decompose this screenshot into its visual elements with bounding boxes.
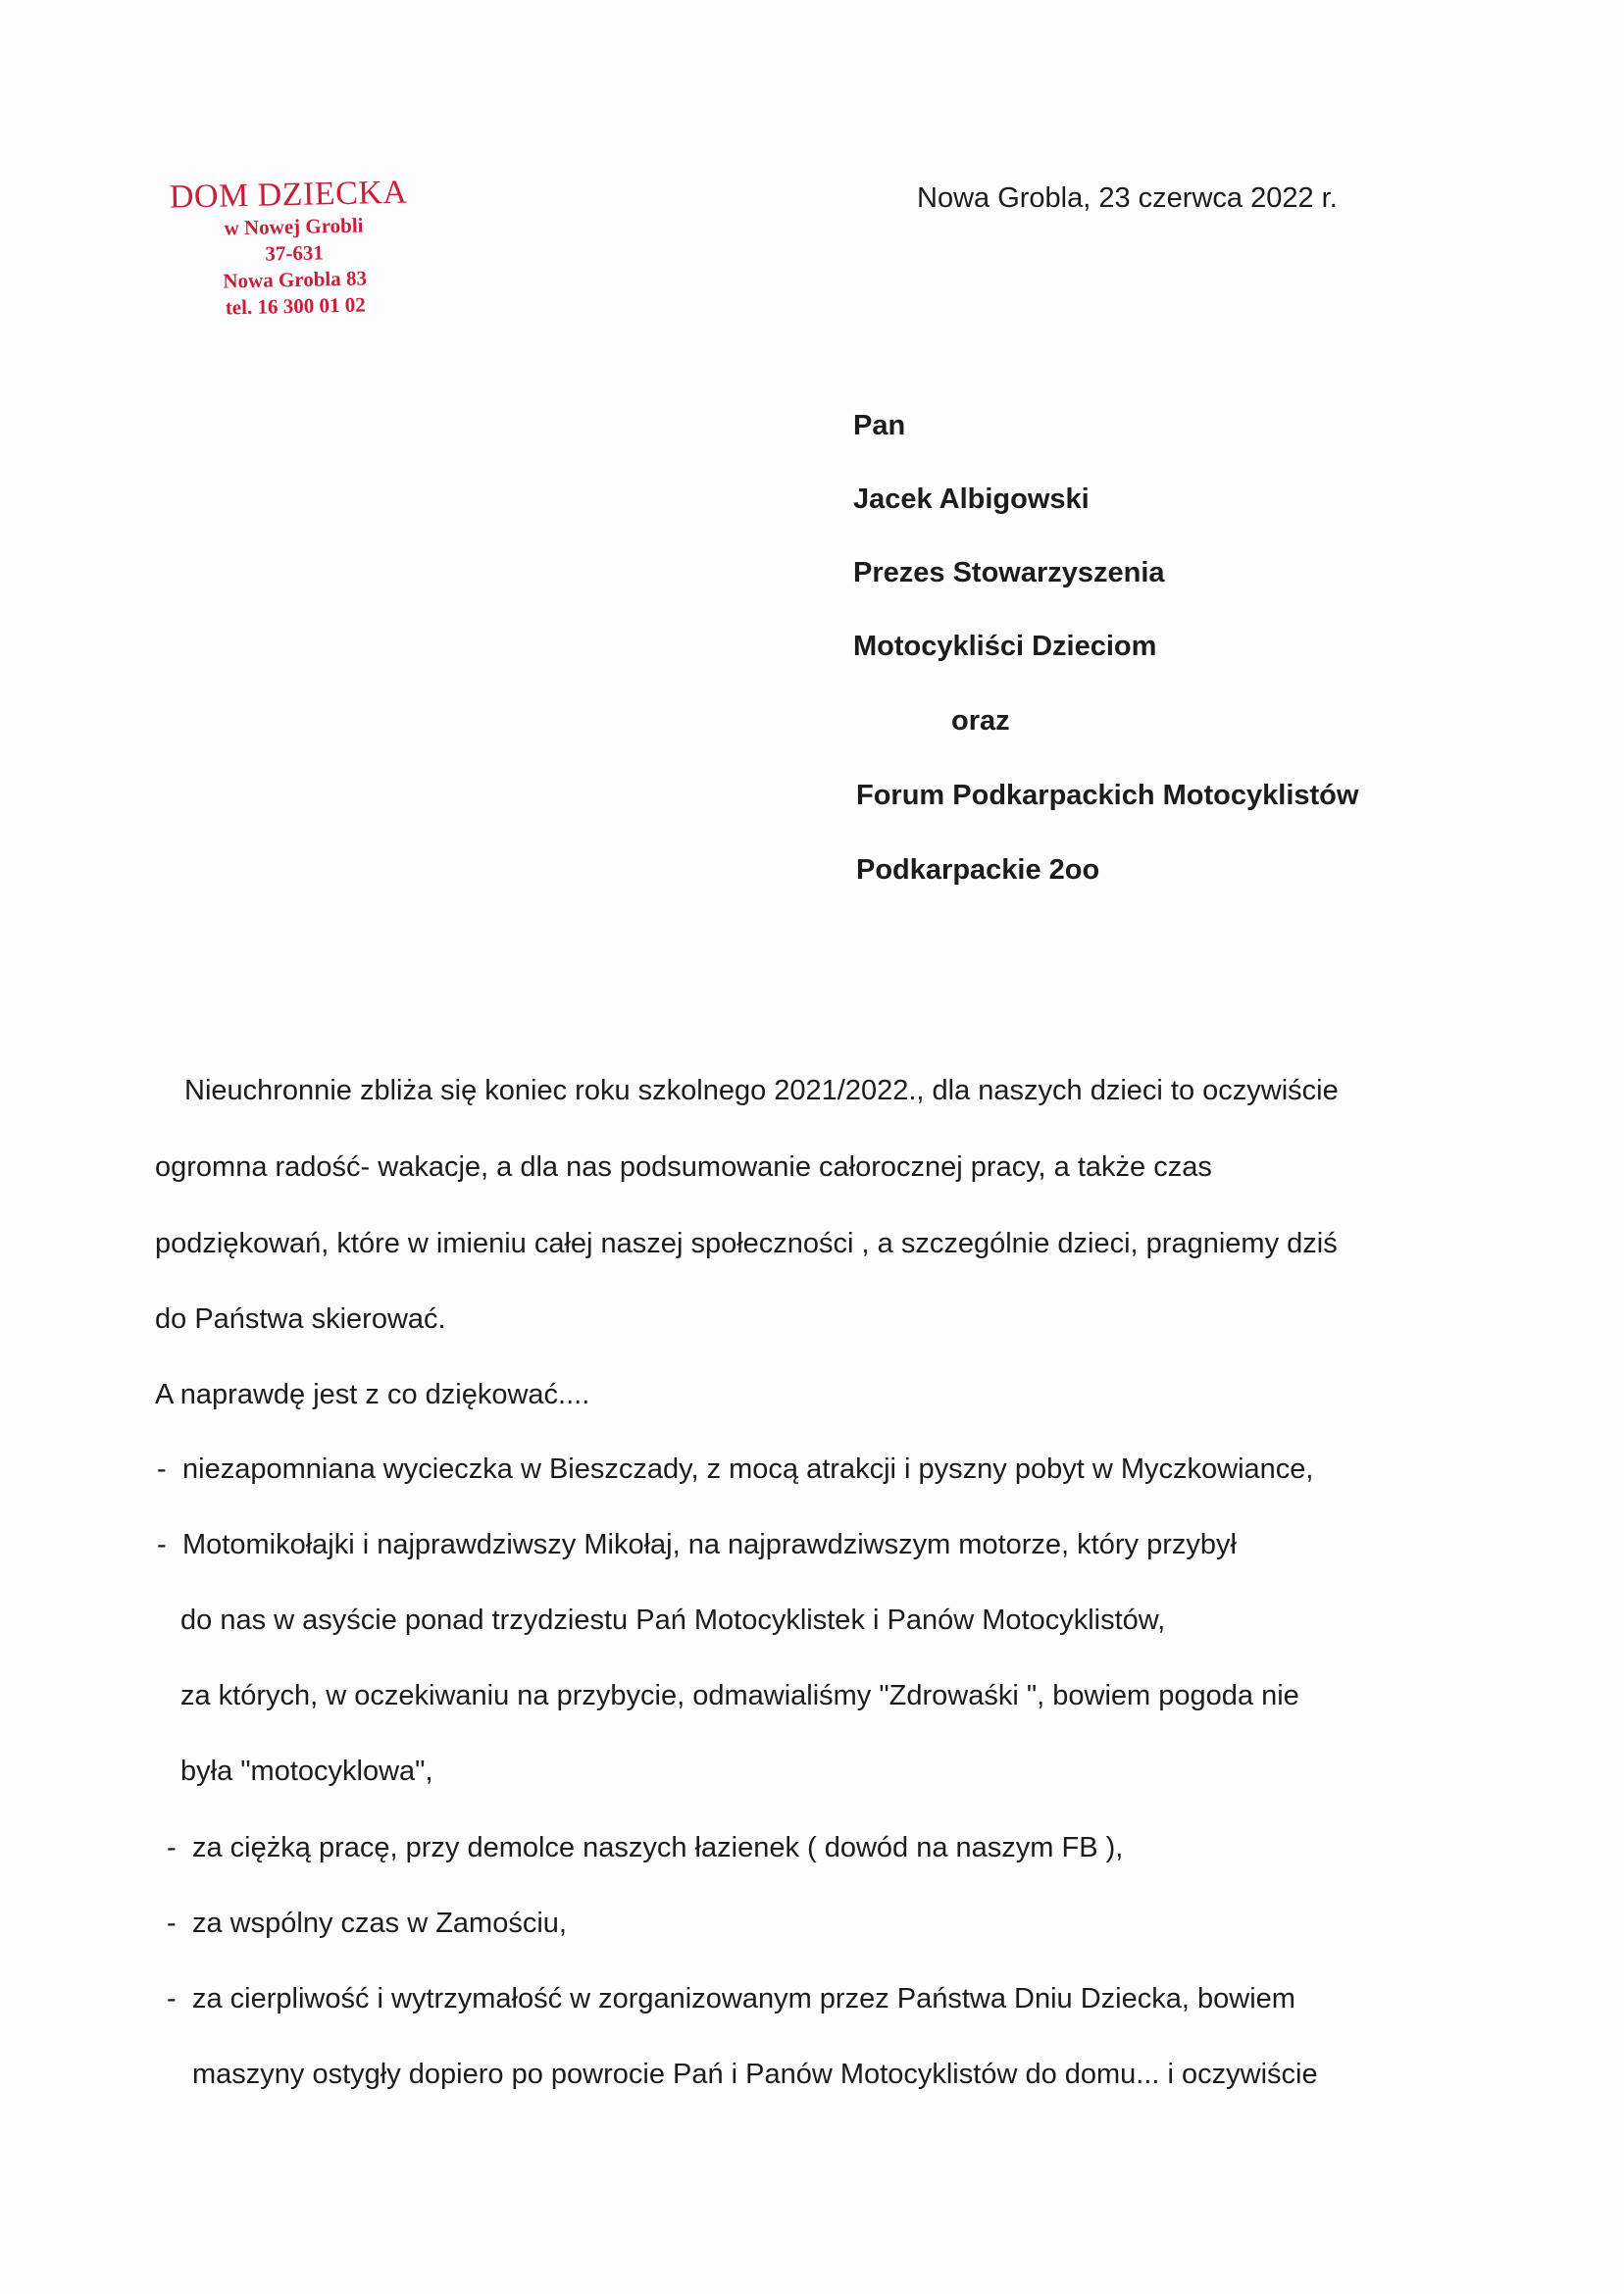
list-item: za cierpliwość i wytrzymałość w zorganizowanym przez Państwa Dniu Dziecka, bowiem [192,1983,1295,2014]
list-item: za ciężką pracę, przy demolce naszych łazienek ( dowód na naszym FB ), [192,1832,1124,1863]
list-item: za wspólny czas w Zamościu, [192,1908,567,1939]
list-item-continuation: za których, w oczekiwaniu na przybycie, odmawialiśmy "Zdrowaśki ", bowiem pogoda nie [180,1680,1299,1711]
recipient-line: oraz [951,705,1010,737]
bullet-dash: - [167,1983,177,2014]
stamp-title: DOM DZIECKA [169,174,408,216]
list-item: niezapomniana wycieczka w Bieszczady, z mocą atrakcji i pyszny pobyt w Myczkowiance, [182,1453,1314,1485]
list-item-continuation: maszyny ostygły dopiero po powrocie Pań i Panów Motocyklistów do domu... i oczywiście [192,2059,1318,2090]
body-line: podziękowań, które w imieniu całej naszej społeczności , a szczególnie dzieci, pragniemy dziś [155,1228,1338,1259]
list-item-continuation: do nas w asyście ponad trzydziestu Pań Motocyklistek i Panów Motocyklistów, [180,1605,1166,1636]
bullet-dash: - [167,1908,177,1939]
bullet-dash: - [157,1453,167,1485]
institution-stamp [165,174,423,322]
bullet-dash: - [157,1529,167,1560]
body-line: Nieuchronnie zbliża się koniec roku szkolnego 2021/2022., dla naszych dzieci to oczywiście [184,1075,1339,1106]
body-line: ogromna radość- wakacje, a dla nas podsumowanie całorocznej pracy, a także czas [155,1151,1212,1183]
body-line: A naprawdę jest z co dziękować.... [155,1379,590,1410]
recipient-line: Pan [853,410,906,441]
stamp-line: w Nowej Grobli [224,213,364,240]
stamp-line: tel. 16 300 01 02 [225,292,366,320]
recipient-line: Podkarpackie 2oo [856,854,1100,886]
recipient-line: Jacek Albigowski [853,484,1090,515]
letter-date: Nowa Grobla, 23 czerwca 2022 r. [917,182,1338,214]
list-item: Motomikołajki i najprawdziwszy Mikołaj, na najprawdziwszym motorze, który przybył [182,1529,1237,1560]
recipient-line: Prezes Stowarzyszenia [853,557,1165,588]
stamp-line: 37-631 [265,240,325,266]
stamp-line: Nowa Grobla 83 [223,266,368,293]
recipient-line: Forum Podkarpackich Motocyklistów [856,780,1359,811]
bullet-dash: - [167,1832,177,1863]
body-line: do Państwa skierować. [155,1303,446,1335]
list-item-continuation: była "motocyklowa", [180,1756,433,1787]
recipient-line: Motocykliści Dzieciom [853,631,1157,662]
